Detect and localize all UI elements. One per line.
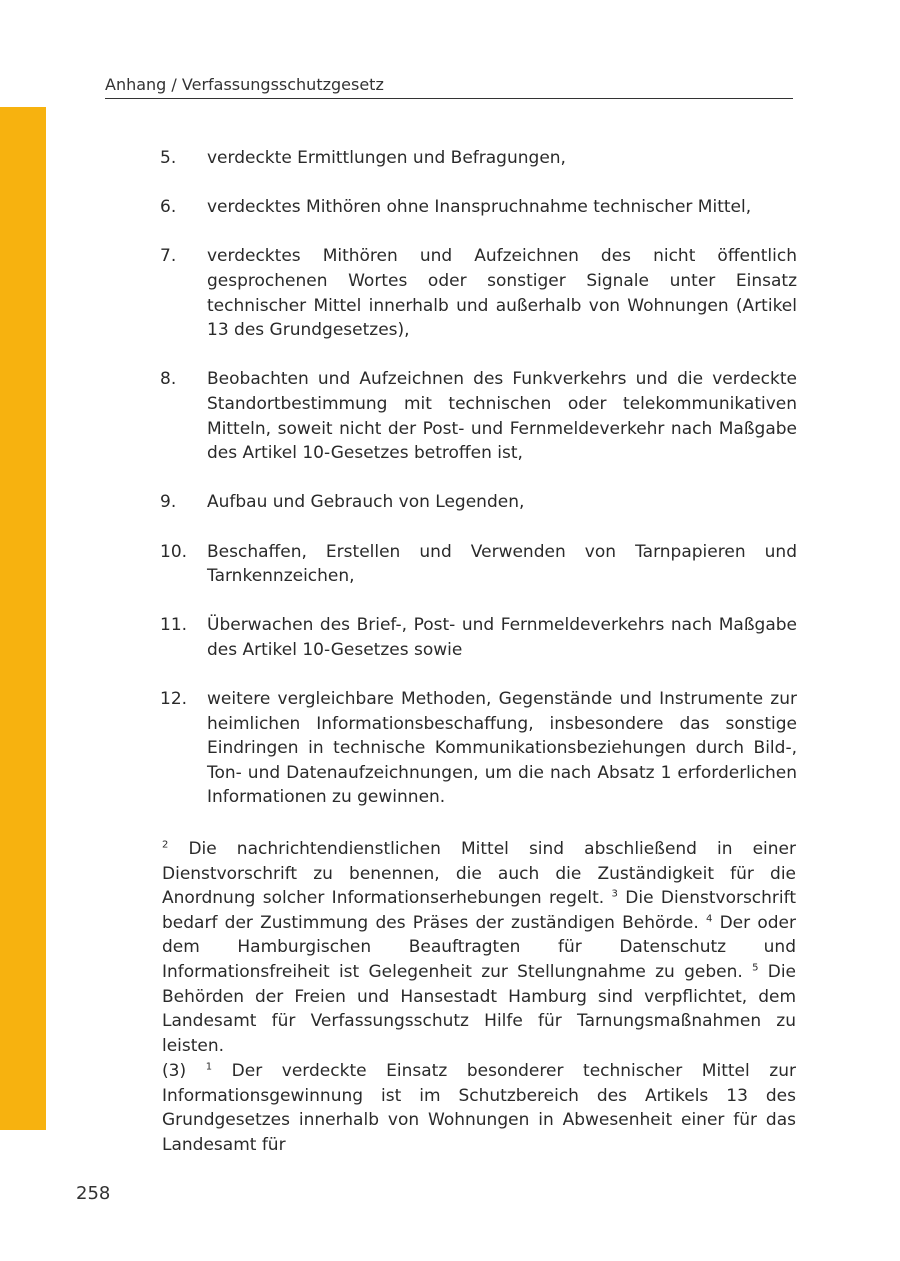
sentence-number: 5 (752, 962, 759, 974)
list-item-number: 10. (160, 541, 188, 562)
list-item (155, 195, 800, 220)
list-item-number: 11. (160, 615, 188, 636)
list-item-text: verdeckte Ermittlungen und Befragungen, (207, 148, 566, 168)
list-item (155, 146, 800, 171)
sentence: Die Dienstvorschrift bedarf der Zustimmung des Präses der zuständigen Behörde. (162, 888, 796, 933)
numbered-list (155, 146, 800, 835)
list-item-text: weitere vergleichbare Methoden, Gegenstände und Instrumente zur heimlichen Informationsbeschaffung, insbesondere das sonstige Eindringen in technische Kommunikationsbeziehungen durch Bild-, Ton- und Datenaufzeichnungen, um die nach Absatz 1 erforderlichen Informationen zu gewinnen. (207, 689, 797, 808)
list-item (155, 613, 800, 662)
list-item-text: Aufbau und Gebrauch von Legenden, (207, 492, 525, 513)
sentence-number: 1 (205, 1061, 213, 1073)
sentence: Der verdeckte Einsatz besonderer technischer Mittel zur Informationsgewinnung ist im Schutzbereich des Artikels 13 des Grundgesetzes innerhalb von Wohnungen in Abwesenheit einer für das Landesamt für (162, 1061, 796, 1155)
list-item (155, 540, 800, 589)
list-item-text: verdecktes Mithören ohne Inanspruchnahme technischer Mittel, (207, 197, 752, 218)
sentence: Die nachrichtendienstlichen Mittel sind abschließend in einer Dienstvorschrift zu benennen, die auch die Zuständigkeit für die Anordnung solcher Informationserhebungen regelt. (162, 839, 797, 909)
list-item (155, 244, 800, 342)
paragraph-label: (3) (162, 1061, 187, 1081)
sentence-number: 3 (611, 888, 618, 900)
list-item-number: 7. (160, 246, 177, 267)
running-header: Anhang / Verfassungsschutzgesetz (105, 74, 793, 99)
paragraph-3 (162, 1059, 796, 1157)
sentence-number: 4 (706, 913, 713, 925)
list-item-number: 5. (160, 148, 177, 168)
sentence: Die Behörden der Freien und Hansestadt Hamburg sind verpflichtet, dem Landesamt für Verfassungsschutz Hilfe für Tarnungsmaßnahmen zu leisten. (162, 961, 797, 1056)
list-item-text: Überwachen des Brief-, Post- und Fernmeldeverkehrs nach Maßgabe des Artikel 10-Gesetzes sowie (207, 615, 797, 660)
list-item (155, 490, 800, 515)
list-item-number: 8. (160, 369, 177, 390)
sentence: Der oder dem Hamburgischen Beauftragten für Datenschutz und Informationsfreiheit ist Gelegenheit zur Stellungnahme zu geben. (162, 912, 796, 982)
list-item-number: 12. (160, 689, 188, 710)
accent-side-bar (0, 107, 46, 1130)
page-number: 258 (76, 1183, 111, 1204)
list-item-text: Beschaffen, Erstellen und Verwenden von Tarnpapieren und Tarnkennzeichen, (207, 541, 797, 587)
list-item (155, 687, 800, 810)
list-item (155, 367, 800, 465)
paragraph-2 (162, 837, 796, 1058)
list-item-number: 9. (160, 492, 177, 513)
list-item-text: Beobachten und Aufzeichnen des Funkverkehrs und die verdeckte Standortbestimmung mit technischen oder telekommunikativen Mitteln, soweit nicht der Post- und Fernmeldeverkehr nach Maßgabe des Artikel 10-Gesetzes betroffen ist, (207, 369, 797, 464)
sentence-number: 2 (162, 839, 169, 851)
list-item-number: 6. (160, 197, 177, 218)
list-item-text: verdecktes Mithören und Aufzeichnen des nicht öffentlich gesprochenen Wortes oder sonstiger Signale unter Einsatz technischer Mittel innerhalb und außerhalb von Wohnungen (Artikel 13 des Grundgesetzes), (207, 246, 797, 341)
